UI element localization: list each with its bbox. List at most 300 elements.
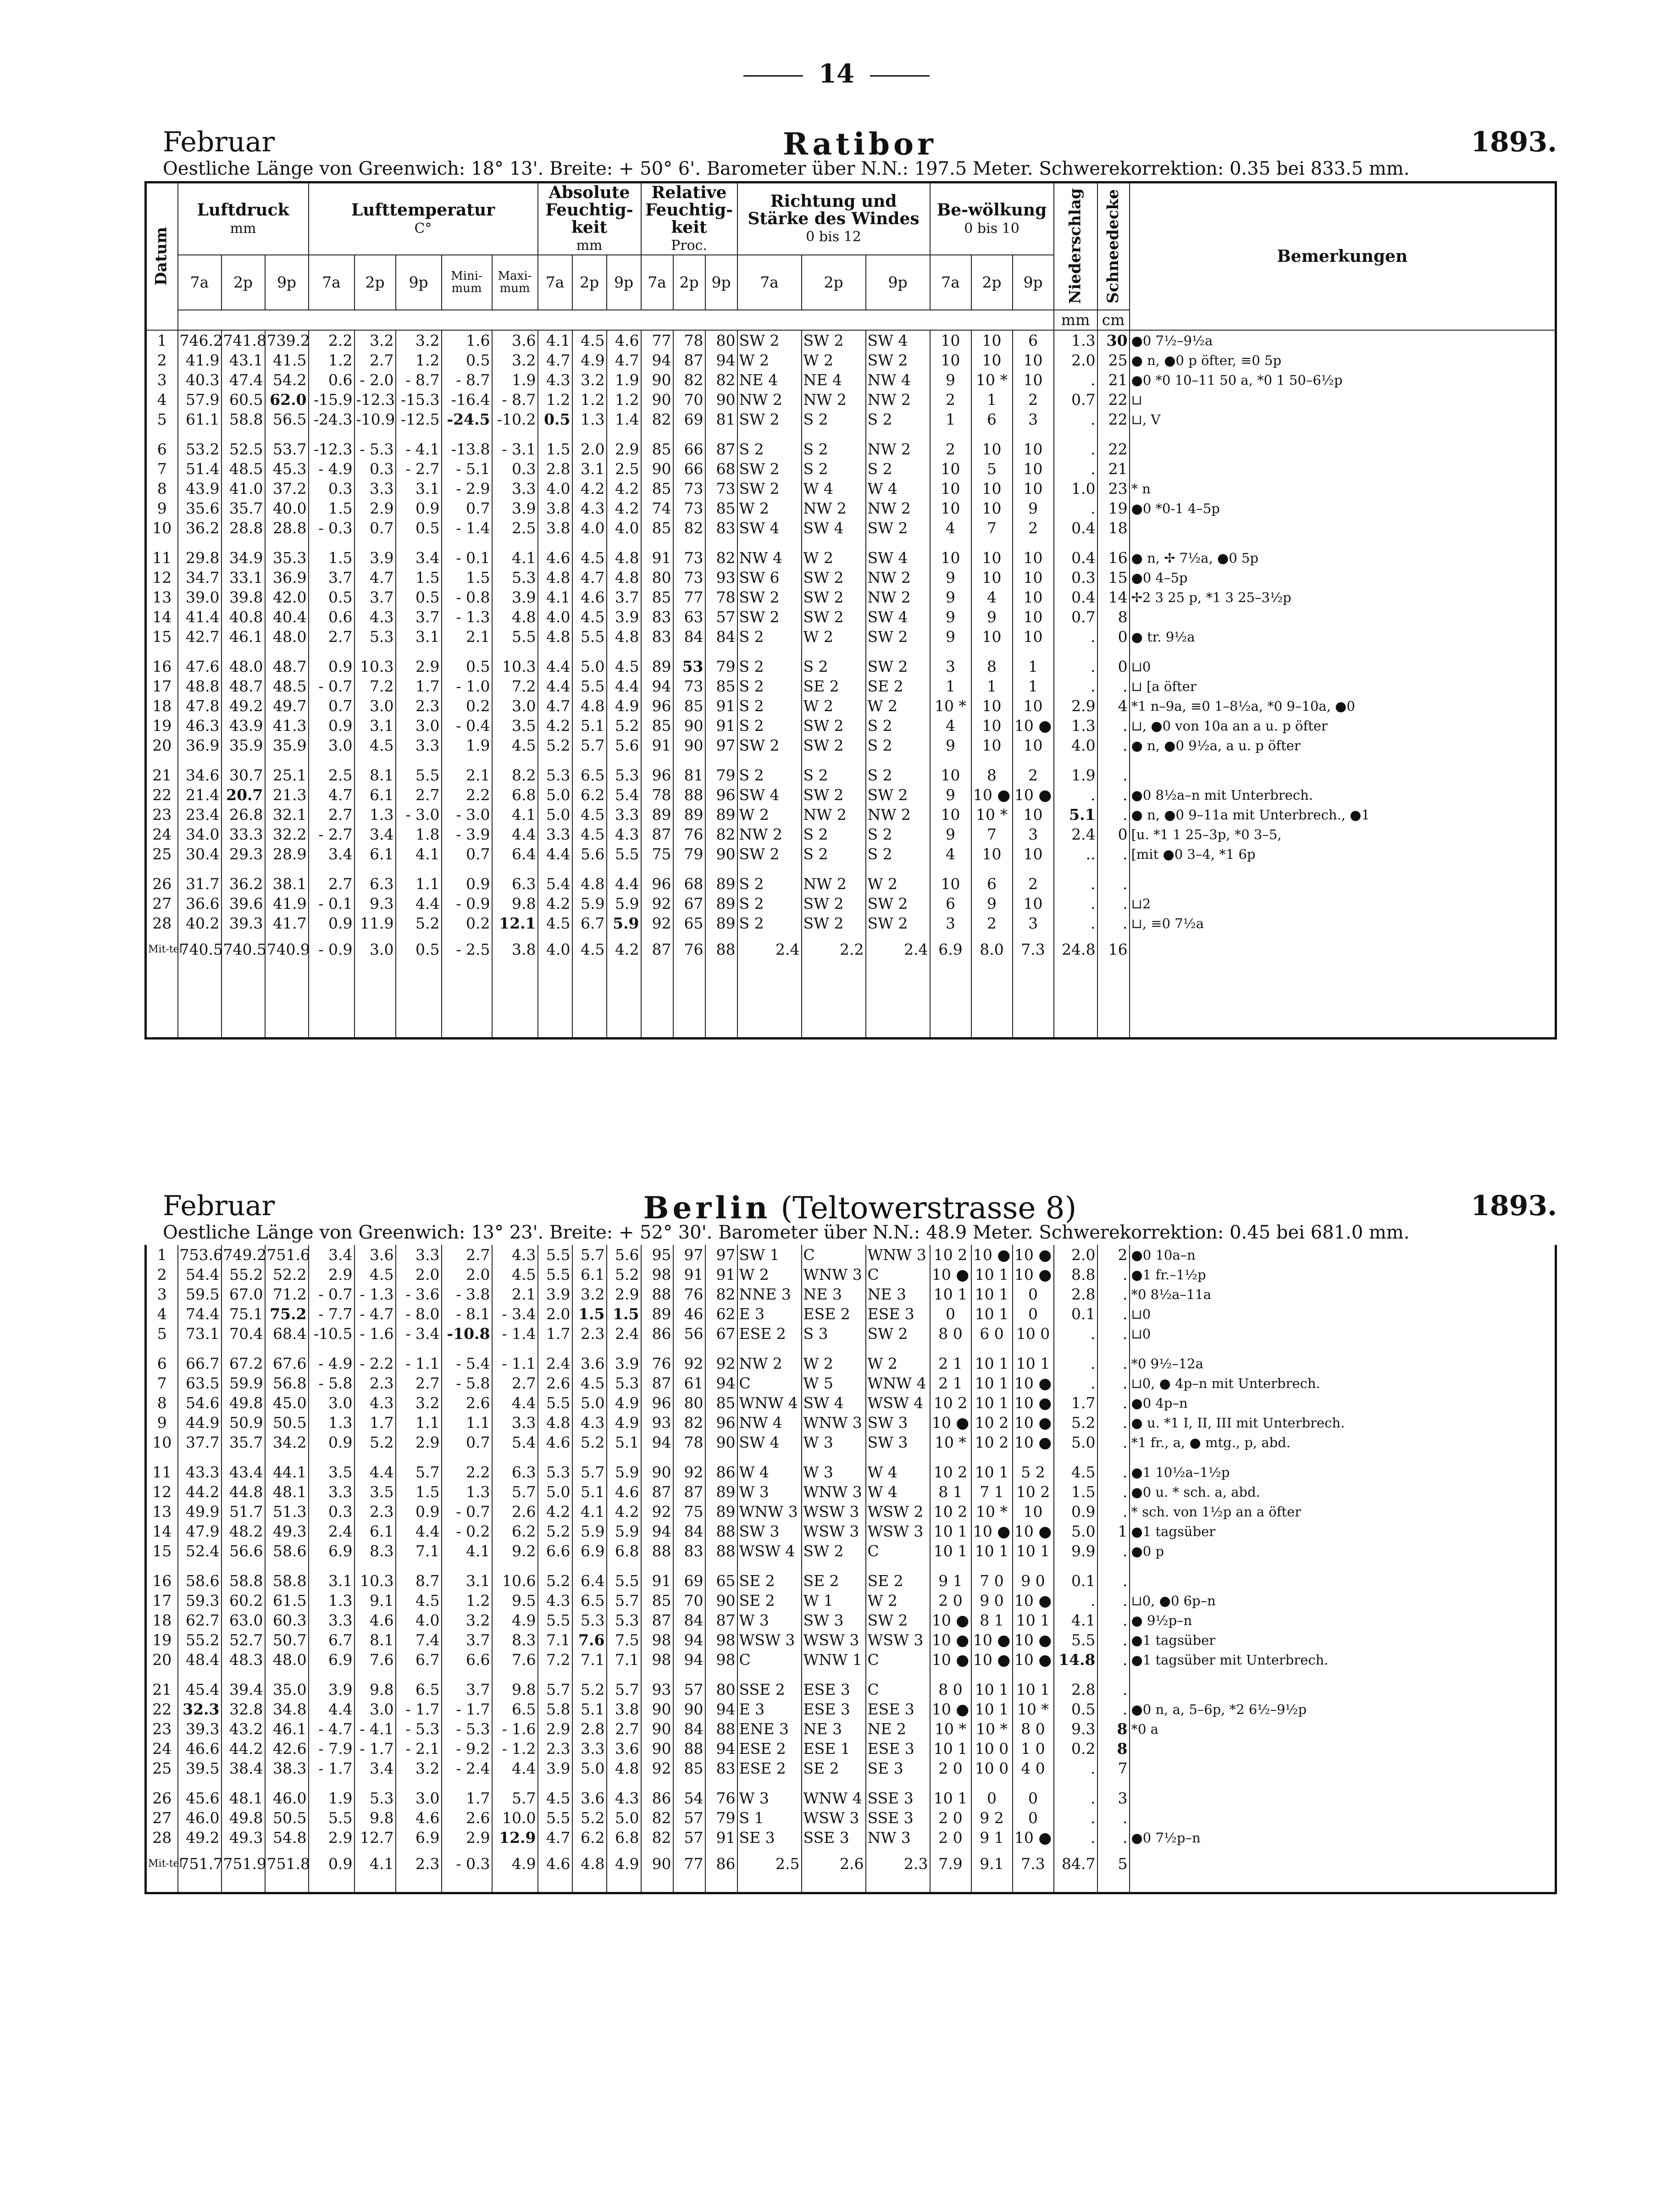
value-cell: 2.9: [309, 1828, 355, 1847]
value-cell: 57: [673, 1828, 705, 1847]
table-row: [146, 1719, 1556, 1739]
value-cell: 3.4: [309, 1245, 355, 1265]
value-cell: S 2: [737, 755, 802, 785]
remarks-cell: ● n, ●0 9½a, a u. p öfter: [1130, 735, 1556, 755]
value-cell: 2.8: [1054, 1670, 1097, 1699]
value-cell: 73: [673, 568, 705, 587]
value-cell: - 1.6: [355, 1324, 396, 1344]
value-cell: 1.1: [442, 1413, 492, 1432]
value-cell: 28.9: [265, 844, 309, 864]
empty-cell: [802, 959, 866, 1039]
value-cell: ESE 3: [866, 1304, 930, 1324]
value-cell: 10 ●: [971, 1650, 1013, 1670]
value-cell: 75.1: [222, 1304, 265, 1324]
value-cell: 2 0: [930, 1828, 971, 1847]
table-row: [146, 429, 1556, 459]
value-cell: 48.2: [222, 1521, 265, 1541]
value-cell: 2.8: [572, 1719, 607, 1739]
value-cell: 1.3: [1054, 330, 1097, 350]
value-cell: 28.8: [265, 518, 309, 538]
value-cell: 4.3: [607, 824, 641, 844]
value-cell: 91: [705, 696, 737, 716]
empty-cell: [492, 1874, 538, 1893]
station-name: Berlin (Teltowerstrasse 8): [643, 1190, 1077, 1226]
remarks-cell: ●0 4–5p: [1130, 568, 1556, 587]
value-cell: 10: [1013, 1502, 1054, 1521]
value-cell: 3.3: [492, 1413, 538, 1432]
table-row: [146, 1452, 1556, 1482]
value-cell: 73: [705, 479, 737, 498]
value-cell: 5.2: [572, 1670, 607, 1699]
value-cell: 1: [971, 390, 1013, 409]
value-cell: .: [1097, 1591, 1130, 1610]
table-row: [146, 1561, 1556, 1591]
value-cell: 19: [1097, 498, 1130, 518]
value-cell: 61.5: [265, 1591, 309, 1610]
value-cell: -10.9: [355, 409, 396, 429]
value-cell: 87: [705, 1610, 737, 1630]
value-cell: 70: [673, 390, 705, 409]
remarks-cell: ●1 fr.–1½p: [1130, 1265, 1556, 1284]
value-cell: 48.7: [222, 676, 265, 696]
value-cell: 53: [673, 647, 705, 676]
value-cell: 47.9: [178, 1521, 222, 1541]
date-cell: 2: [146, 350, 178, 370]
value-cell: NW 2: [737, 1344, 802, 1373]
table-row: [146, 844, 1556, 864]
value-cell: 3.2: [442, 1610, 492, 1630]
value-cell: 3.6: [355, 1245, 396, 1265]
value-cell: 4.1: [396, 844, 442, 864]
value-cell: 4.3: [607, 1778, 641, 1808]
value-cell: SE 2: [737, 1561, 802, 1591]
value-cell: SW 3: [802, 1610, 866, 1630]
value-cell: 67: [705, 1324, 737, 1344]
value-cell: 4.2: [572, 479, 607, 498]
remarks-cell: ●0 7½p–n: [1130, 1828, 1556, 1847]
value-cell: 5.0: [1054, 1432, 1097, 1452]
value-cell: W 4: [866, 1452, 930, 1482]
value-cell: 24.8: [1054, 933, 1097, 959]
value-cell: 5.7: [492, 1778, 538, 1808]
date-cell: 13: [146, 1502, 178, 1521]
date-cell: 18: [146, 1610, 178, 1630]
date-cell: 19: [146, 716, 178, 735]
value-cell: 94: [641, 1521, 673, 1541]
value-cell: 0.9: [309, 647, 355, 676]
empty-cell: [673, 1874, 705, 1893]
value-cell: WNW 4: [737, 1393, 802, 1413]
date-cell: 4: [146, 1304, 178, 1324]
value-cell: - 5.3: [396, 1719, 442, 1739]
date-cell: 28: [146, 913, 178, 933]
value-cell: 740.9: [265, 933, 309, 959]
value-cell: SE 2: [866, 676, 930, 696]
value-cell: 80: [673, 1393, 705, 1413]
value-cell: 4.0: [538, 933, 572, 959]
value-cell: 10 ●: [930, 1630, 971, 1650]
value-cell: - 0.3: [442, 1847, 492, 1874]
value-cell: 53.2: [178, 429, 222, 459]
value-cell: 7.6: [572, 1630, 607, 1650]
empty-cell: [146, 1874, 178, 1893]
value-cell: 10 ●: [1013, 1373, 1054, 1393]
date-cell: 21: [146, 755, 178, 785]
table-row: [146, 1393, 1556, 1413]
value-cell: 3.2: [396, 330, 442, 350]
value-cell: 21.4: [178, 785, 222, 805]
value-cell: 5.4: [607, 785, 641, 805]
date-cell: 25: [146, 844, 178, 864]
value-cell: 89: [641, 805, 673, 824]
value-cell: .: [1054, 1591, 1097, 1610]
value-cell: 59.9: [222, 1373, 265, 1393]
value-cell: 4.7: [538, 350, 572, 370]
value-cell: 0.7: [1054, 390, 1097, 409]
value-cell: 4.8: [492, 607, 538, 627]
empty-cell: [222, 959, 265, 1039]
col-wind: Richtung und Stärke des Windes 0 bis 12: [737, 182, 930, 255]
value-cell: 3: [1013, 409, 1054, 429]
value-cell: SW 2: [737, 479, 802, 498]
value-cell: 10: [930, 350, 971, 370]
remarks-cell: ●1 tagsüber: [1130, 1521, 1556, 1541]
value-cell: 4.9: [607, 1393, 641, 1413]
empty-cell: [705, 959, 737, 1039]
value-cell: 7.3: [1013, 1847, 1054, 1874]
value-cell: 35.9: [265, 735, 309, 755]
value-cell: .: [1097, 1650, 1130, 1670]
value-cell: SE 2: [802, 1759, 866, 1778]
value-cell: 85: [705, 498, 737, 518]
value-cell: 10: [971, 716, 1013, 735]
value-cell: 4.8: [572, 1847, 607, 1874]
value-cell: 2 0: [930, 1591, 971, 1610]
value-cell: 83: [673, 1541, 705, 1561]
value-cell: 5.5: [1054, 1630, 1097, 1650]
value-cell: 4: [930, 844, 971, 864]
value-cell: -24.5: [442, 409, 492, 429]
value-cell: SE 2: [802, 676, 866, 696]
value-cell: 54: [673, 1778, 705, 1808]
value-cell: 46.0: [178, 1808, 222, 1828]
date-cell: 15: [146, 1541, 178, 1561]
value-cell: 5.3: [607, 1373, 641, 1393]
value-cell: 3.1: [572, 459, 607, 479]
value-cell: - 0.7: [309, 676, 355, 696]
value-cell: 2.7: [492, 1373, 538, 1393]
value-cell: 47.6: [178, 647, 222, 676]
date-cell: 25: [146, 1759, 178, 1778]
date-cell: 14: [146, 1521, 178, 1541]
remarks-cell: [1130, 864, 1556, 894]
remarks-cell: *0 9½–12a: [1130, 1344, 1556, 1373]
value-cell: 4.8: [607, 568, 641, 587]
value-cell: 20.7: [222, 785, 265, 805]
value-cell: 54.8: [265, 1828, 309, 1847]
value-cell: 1.7: [1054, 1393, 1097, 1413]
value-cell: 2.0: [396, 1265, 442, 1284]
value-cell: 22: [1097, 409, 1130, 429]
value-cell: .: [1097, 1413, 1130, 1432]
value-cell: 89: [705, 1502, 737, 1521]
value-cell: .: [1097, 1630, 1130, 1650]
value-cell: -12.3: [355, 390, 396, 409]
value-cell: 1.5: [1054, 1482, 1097, 1502]
value-cell: 82: [705, 370, 737, 390]
value-cell: 2: [1013, 864, 1054, 894]
value-cell: C: [866, 1670, 930, 1699]
value-cell: 751.9: [222, 1847, 265, 1874]
month-label: Februar: [163, 1190, 275, 1222]
value-cell: 6.8: [607, 1541, 641, 1561]
value-cell: 2 0: [930, 1808, 971, 1828]
value-cell: 1.1: [396, 864, 442, 894]
value-cell: 81: [705, 409, 737, 429]
value-cell: SW 2: [866, 350, 930, 370]
value-cell: 52.4: [178, 1541, 222, 1561]
value-cell: C: [802, 1245, 866, 1265]
value-cell: 4.6: [538, 538, 572, 568]
value-cell: .: [1097, 864, 1130, 894]
value-cell: 2.6: [538, 1373, 572, 1393]
value-cell: 3.9: [492, 498, 538, 518]
value-cell: 0.1: [1054, 1304, 1097, 1324]
value-cell: 6.3: [355, 864, 396, 894]
value-cell: 9: [930, 824, 971, 844]
value-cell: SE 3: [737, 1828, 802, 1847]
value-cell: 10: [1013, 568, 1054, 587]
value-cell: 67.0: [222, 1284, 265, 1304]
value-cell: 63: [673, 607, 705, 627]
value-cell: - 0.8: [442, 587, 492, 607]
date-cell: 27: [146, 1808, 178, 1828]
value-cell: - 1.1: [396, 1344, 442, 1373]
value-cell: 0.5: [442, 350, 492, 370]
value-cell: SW 2: [802, 1541, 866, 1561]
value-cell: 54.2: [265, 370, 309, 390]
value-cell: 4.7: [607, 350, 641, 370]
value-cell: WNW 3: [802, 1265, 866, 1284]
value-cell: S 2: [737, 696, 802, 716]
value-cell: 4.5: [1054, 1452, 1097, 1482]
value-cell: 10 1: [971, 1284, 1013, 1304]
value-cell: 5.7: [572, 1245, 607, 1265]
value-cell: 2.5: [607, 459, 641, 479]
value-cell: .: [1097, 894, 1130, 913]
value-cell: 85: [641, 587, 673, 607]
value-cell: -15.9: [309, 390, 355, 409]
sub-7a: 7a: [930, 255, 971, 310]
mean-row: [146, 1847, 1556, 1874]
value-cell: 58.8: [222, 1561, 265, 1591]
value-cell: 0.9: [1054, 1502, 1097, 1521]
value-cell: 749.2: [222, 1245, 265, 1265]
value-cell: 57: [705, 607, 737, 627]
table-row: [146, 864, 1556, 894]
date-cell: 17: [146, 676, 178, 696]
value-cell: 88: [641, 1541, 673, 1561]
value-cell: 4.5: [572, 1373, 607, 1393]
value-cell: 79: [705, 755, 737, 785]
value-cell: 0.5: [1054, 1699, 1097, 1719]
value-cell: .: [1054, 1778, 1097, 1808]
value-cell: 73: [673, 676, 705, 696]
value-cell: 8: [971, 647, 1013, 676]
value-cell: 2.9: [355, 498, 396, 518]
value-cell: 10 ●: [930, 1265, 971, 1284]
value-cell: 741.8: [222, 330, 265, 350]
empty-cell: [737, 959, 802, 1039]
value-cell: SW 2: [866, 785, 930, 805]
value-cell: SW 2: [737, 459, 802, 479]
value-cell: - 3.4: [492, 1304, 538, 1324]
value-cell: 30.4: [178, 844, 222, 864]
value-cell: SW 4: [737, 785, 802, 805]
value-cell: .: [1054, 498, 1097, 518]
value-cell: 5.0: [538, 1482, 572, 1502]
value-cell: 9.9: [1054, 1541, 1097, 1561]
value-cell: 4.5: [396, 1591, 442, 1610]
date-cell: 1: [146, 330, 178, 350]
value-cell: 2.2: [309, 330, 355, 350]
value-cell: 97: [673, 1245, 705, 1265]
value-cell: 10: [1013, 587, 1054, 607]
value-cell: 56.6: [222, 1541, 265, 1561]
value-cell: W 1: [802, 1591, 866, 1610]
value-cell: 10: [930, 459, 971, 479]
value-cell: 37.7: [178, 1432, 222, 1452]
table-row: [146, 716, 1556, 735]
value-cell: 10: [971, 350, 1013, 370]
value-cell: S 2: [866, 716, 930, 735]
date-cell: 15: [146, 627, 178, 647]
value-cell: 5.8: [538, 1699, 572, 1719]
value-cell: 4.7: [538, 1828, 572, 1847]
value-cell: 4.1: [1054, 1610, 1097, 1630]
value-cell: 4.5: [572, 805, 607, 824]
value-cell: S 2: [802, 844, 866, 864]
value-cell: 10: [930, 330, 971, 350]
date-cell: 16: [146, 647, 178, 676]
value-cell: 10 1: [971, 1344, 1013, 1373]
station-subtitle: (Teltowerstrasse 8): [781, 1190, 1077, 1226]
value-cell: 35.7: [222, 498, 265, 518]
value-cell: 39.4: [222, 1670, 265, 1699]
value-cell: SE 2: [866, 1561, 930, 1591]
value-cell: 9: [930, 370, 971, 390]
value-cell: WNW 1: [802, 1650, 866, 1670]
remarks-cell: ⊔0: [1130, 1304, 1556, 1324]
empty-cell: [355, 959, 396, 1039]
value-cell: - 2.5: [442, 933, 492, 959]
value-cell: - 5.1: [442, 459, 492, 479]
value-cell: W 5: [802, 1373, 866, 1393]
mean-row: [146, 933, 1556, 959]
value-cell: 59.5: [178, 1284, 222, 1304]
value-cell: SW 2: [802, 894, 866, 913]
remarks-cell: [1130, 1739, 1556, 1759]
value-cell: WSW 3: [866, 1521, 930, 1541]
value-cell: 5.9: [607, 894, 641, 913]
value-cell: 7.2: [492, 676, 538, 696]
value-cell: 4.0: [538, 607, 572, 627]
value-cell: 4.3: [572, 1413, 607, 1432]
value-cell: 49.8: [222, 1808, 265, 1828]
value-cell: 84.7: [1054, 1847, 1097, 1874]
remarks-cell: *0 a: [1130, 1719, 1556, 1739]
value-cell: 10: [971, 538, 1013, 568]
value-cell: 10 1: [971, 1452, 1013, 1482]
value-cell: 42.0: [265, 587, 309, 607]
empty-cell: [607, 1874, 641, 1893]
value-cell: 56.5: [265, 409, 309, 429]
value-cell: 82: [673, 370, 705, 390]
value-cell: NW 4: [866, 370, 930, 390]
remarks-cell: [1130, 459, 1556, 479]
date-cell: 26: [146, 1778, 178, 1808]
table-row: [146, 1413, 1556, 1432]
value-cell: 1.6: [442, 330, 492, 350]
value-cell: 3.8: [607, 1699, 641, 1719]
value-cell: -13.8: [442, 429, 492, 459]
value-cell: 88: [705, 1541, 737, 1561]
date-cell: 24: [146, 1739, 178, 1759]
value-cell: 4.3: [538, 1591, 572, 1610]
table-row: [146, 1304, 1556, 1324]
value-cell: SW 2: [802, 587, 866, 607]
value-cell: 10 0: [1013, 1324, 1054, 1344]
remarks-cell: [1130, 1778, 1556, 1808]
table-filler: [146, 1874, 1556, 1893]
value-cell: 10: [971, 498, 1013, 518]
value-cell: 5.7: [572, 735, 607, 755]
value-cell: 32.2: [265, 824, 309, 844]
value-cell: 85: [673, 1759, 705, 1778]
value-cell: 70: [673, 1591, 705, 1610]
table-row: [146, 370, 1556, 390]
value-cell: 35.0: [265, 1670, 309, 1699]
value-cell: 6.3: [492, 864, 538, 894]
value-cell: 10 ●: [971, 785, 1013, 805]
value-cell: 3.1: [396, 479, 442, 498]
value-cell: SE 2: [737, 1591, 802, 1610]
remarks-cell: ⊔0, ●0 6p–n: [1130, 1591, 1556, 1610]
value-cell: 88: [705, 1719, 737, 1739]
value-cell: 4.7: [538, 696, 572, 716]
value-cell: 88: [705, 1521, 737, 1541]
value-cell: 23: [1097, 479, 1130, 498]
col-cloud: Be-wölkung 0 bis 10: [930, 182, 1054, 255]
value-cell: NW 2: [866, 498, 930, 518]
value-cell: 40.0: [265, 498, 309, 518]
value-cell: 91: [641, 1561, 673, 1591]
value-cell: 78: [641, 785, 673, 805]
value-cell: W 4: [802, 479, 866, 498]
empty-cell: [673, 959, 705, 1039]
value-cell: 1.4: [607, 409, 641, 429]
value-cell: 96: [641, 696, 673, 716]
value-cell: 1.3: [355, 805, 396, 824]
value-cell: 5.5: [492, 627, 538, 647]
value-cell: .: [1097, 676, 1130, 696]
value-cell: 46.3: [178, 716, 222, 735]
value-cell: 7: [971, 824, 1013, 844]
value-cell: SW 2: [737, 844, 802, 864]
value-cell: 8: [1097, 1719, 1130, 1739]
value-cell: 1.2: [442, 1591, 492, 1610]
value-cell: 1.5: [442, 568, 492, 587]
